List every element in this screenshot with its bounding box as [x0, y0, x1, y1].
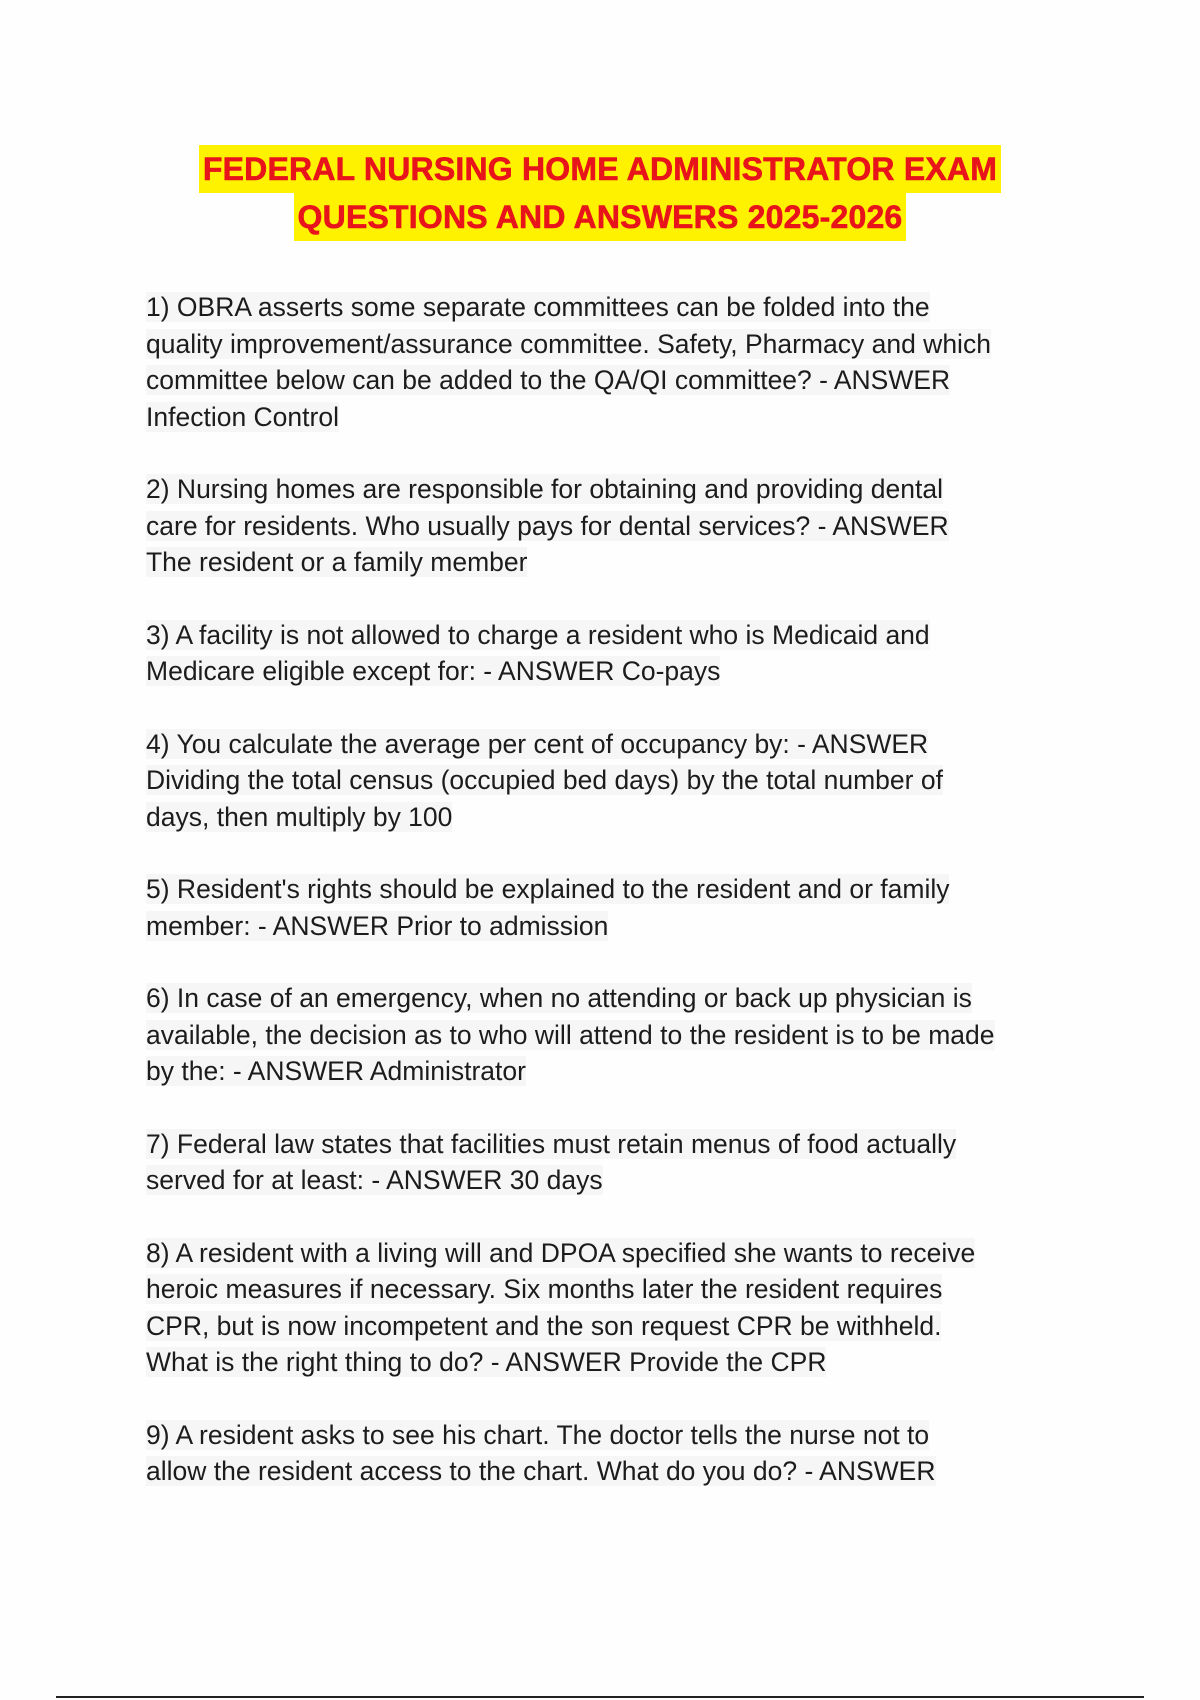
question-item-3: [146, 617, 1076, 690]
question-item-1: [146, 289, 1076, 435]
answer-line: member: - ANSWER Prior to admission: [146, 910, 609, 941]
answer-line: The resident or a family member: [146, 547, 528, 577]
answer-line: Infection Control: [146, 401, 339, 432]
question-line: available, the decision as to who will attend to the resident is to be made: [146, 1019, 995, 1050]
question-line: committee below can be added to the QA/QI committee? - ANSWER: [146, 365, 951, 395]
question-line: 4) You calculate the average per cent of occupancy by: - ANSWER: [146, 728, 929, 759]
answer-line: served for at least: - ANSWER 30 days: [146, 1165, 603, 1195]
answer-line: by the: - ANSWER Administrator: [146, 1056, 526, 1086]
question-item-6: [146, 980, 1076, 1090]
question-line: 5) Resident's rights should be explained to the resident and or family: [146, 874, 950, 904]
answer-line: days, then multiply by 100: [146, 801, 453, 832]
question-line: 7) Federal law states that facilities must retain menus of food actually: [146, 1128, 957, 1159]
footer-divider: [56, 1696, 1144, 1698]
question-line: 1) OBRA asserts some separate committees can be folded into the: [146, 292, 930, 322]
question-line: 2) Nursing homes are responsible for obtaining and providing dental: [146, 474, 943, 504]
question-item-4: [146, 726, 1076, 836]
answer-line: Dividing the total census (occupied bed days) by the total number of: [146, 765, 943, 795]
question-item-9: [146, 1417, 1076, 1490]
question-line: CPR, but is now incompetent and the son request CPR be withheld.: [146, 1310, 942, 1341]
question-item-7: [146, 1126, 1076, 1199]
question-line: care for residents. Who usually pays for dental services? - ANSWER: [146, 510, 949, 541]
question-item-8: [146, 1235, 1076, 1381]
question-line: 9) A resident asks to see his chart. The doctor tells the nurse not to: [146, 1419, 930, 1450]
answer-line: Medicare eligible except for: - ANSWER Co-pays: [146, 656, 721, 686]
question-line: 3) A facility is not allowed to charge a resident who is Medicaid and: [146, 619, 930, 650]
question-item-5: [146, 871, 1076, 944]
title-line-2: QUESTIONS AND ANSWERS 2025-2026: [294, 193, 907, 241]
question-line: allow the resident access to the chart. What do you do? - ANSWER: [146, 1456, 936, 1486]
question-list: [146, 289, 1076, 1526]
question-line: heroic measures if necessary. Six months later the resident requires: [146, 1274, 943, 1304]
question-line: 8) A resident with a living will and DPOA specified she wants to receive: [146, 1237, 976, 1268]
answer-line: What is the right thing to do? - ANSWER Provide the CPR: [146, 1347, 827, 1377]
question-line: 6) In case of an emergency, when no attending or back up physician is: [146, 983, 972, 1013]
question-line: quality improvement/assurance committee. Safety, Pharmacy and which: [146, 328, 991, 359]
question-item-2: [146, 471, 1076, 581]
title-line-1: FEDERAL NURSING HOME ADMINISTRATOR EXAM: [199, 145, 1001, 193]
document-title: [100, 145, 1100, 241]
